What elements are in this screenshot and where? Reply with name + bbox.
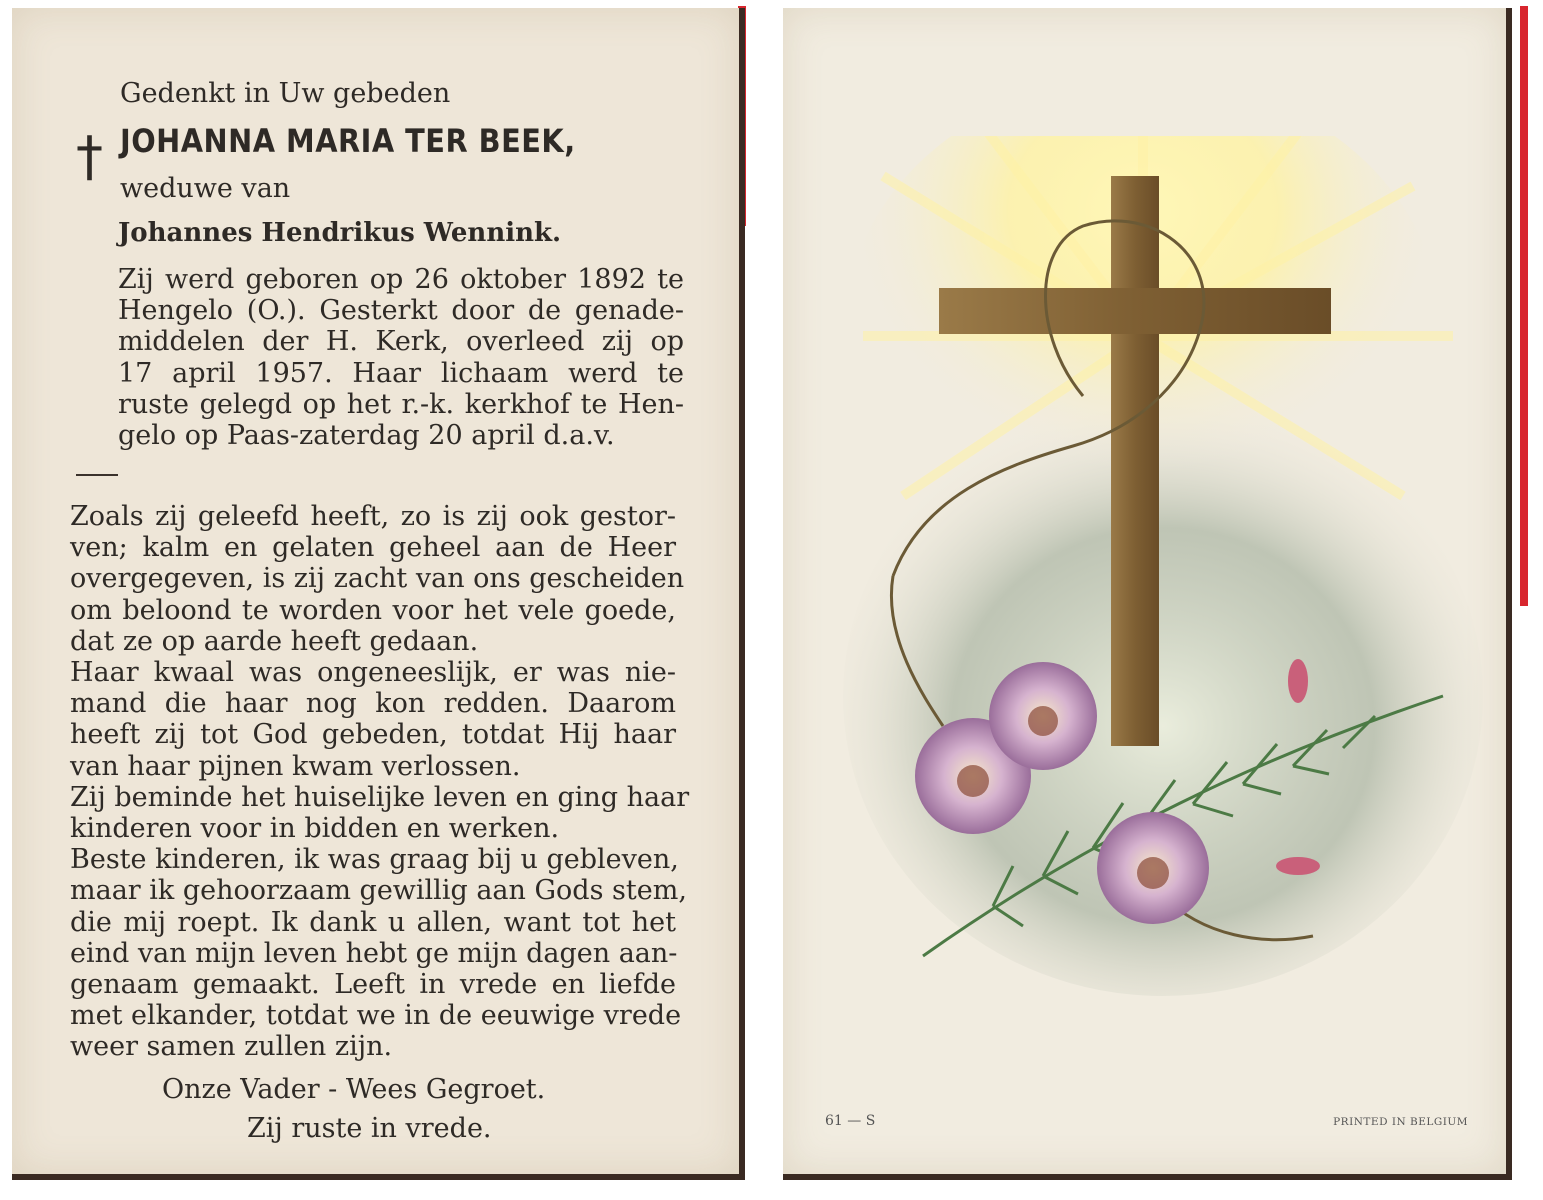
memorial-line: overgegeven, is zij zacht van ons gescheiden <box>70 563 685 595</box>
widow-of-text: weduwe van <box>120 173 291 204</box>
deceased-name: JOHANNA MARIA TER BEEK, <box>120 122 576 160</box>
cross-icon: † <box>76 125 103 188</box>
memorial-line: weer samen zullen zijn. <box>70 1031 393 1063</box>
red-edge-decoration <box>1520 6 1528 606</box>
catalog-number: 61 — S <box>825 1113 876 1129</box>
bio-line: Hengelo (O.). Gesterkt door de genade- <box>118 295 684 327</box>
memorial-line: genaam gemaakt. Leeft in vrede en liefde <box>70 969 676 1001</box>
memorial-text <box>70 501 690 1063</box>
bio-line: ruste gelegd op het r.-k. kerkhof te Hen- <box>118 388 684 420</box>
memorial-line: Beste kinderen, ik was graag bij u gebleven, <box>70 844 679 876</box>
cross-illustration <box>843 136 1483 1036</box>
memorial-line: ven; kalm en gelaten geheel aan de Heer <box>70 532 676 564</box>
memorial-card-text-side <box>12 8 745 1180</box>
memorial-line: heeft zij tot God gebeden, totdat Hij haar <box>70 719 676 751</box>
divider <box>76 474 118 476</box>
biography-paragraph <box>118 264 684 451</box>
memorial-line: Zoals zij geleefd heeft, zo is zij ook gestor- <box>70 501 676 532</box>
memorial-line: maar ik gehoorzaam gewillig aan Gods stem, <box>70 875 687 907</box>
memorial-line: die mij roept. Ik dank u allen, want tot het <box>70 906 676 938</box>
memorial-line: van haar pijnen kwam verlossen. <box>70 750 521 782</box>
bio-line: gelo op Paas-zaterdag 20 april d.a.v. <box>118 420 615 452</box>
bio-line: 17 april 1957. Haar lichaam werd te <box>118 357 684 389</box>
printed-in-label: PRINTED IN BELGIUM <box>1333 1116 1468 1128</box>
rest-in-peace-line: Zij ruste in vrede. <box>247 1113 492 1144</box>
bio-line: middelen der H. Kerk, overleed zij op <box>118 326 684 358</box>
memorial-line: met elkander, totdat we in de eeuwige vrede <box>70 1000 682 1032</box>
memorial-line: eind van mijn leven hebt ge mijn dagen aan- <box>70 937 678 969</box>
bio-line: Zij werd geboren op 26 oktober 1892 te <box>118 264 684 295</box>
memorial-line: kinderen voor in bidden en werken. <box>70 813 560 845</box>
memorial-line: mand die haar nog kon redden. Daarom <box>70 688 676 720</box>
memorial-line: om beloond te worden voor het vele goede, <box>70 594 676 626</box>
prayer-line: Onze Vader - Wees Gegroet. <box>162 1074 546 1105</box>
husband-name: Johannes Hendrikus Wennink. <box>118 218 562 248</box>
memorial-line: dat ze op aarde heeft gedaan. <box>70 625 479 657</box>
memorial-line: Haar kwaal was ongeneeslijk, er was nie- <box>70 657 676 689</box>
intro-text: Gedenkt in Uw gebeden <box>120 78 451 109</box>
memorial-card-image-side <box>783 8 1512 1180</box>
memorial-line: Zij beminde het huiselijke leven en ging haar <box>70 781 690 813</box>
